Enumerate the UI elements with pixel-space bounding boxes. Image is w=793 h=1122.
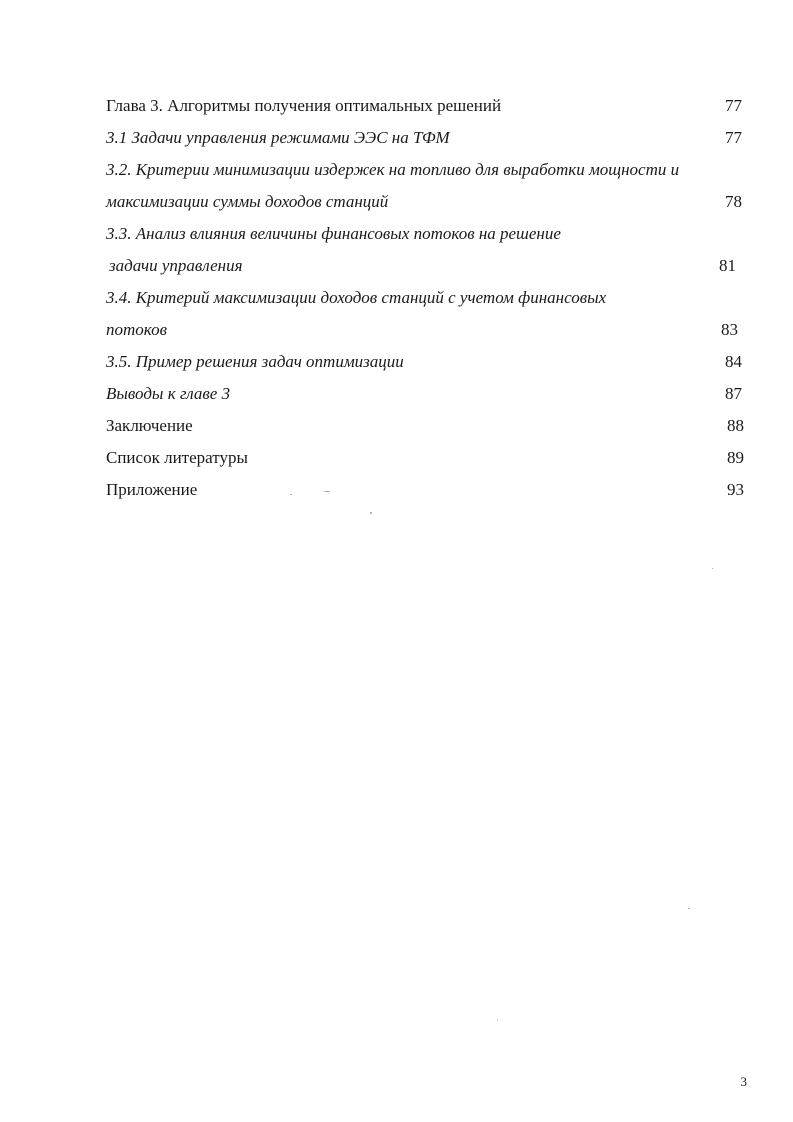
toc-entry-title: максимизации суммы доходов станций bbox=[106, 192, 389, 211]
toc-entry-page: 81 bbox=[719, 256, 736, 275]
toc-entry-page: 77 bbox=[725, 128, 742, 147]
toc-entry-chapter-3 bbox=[106, 90, 746, 122]
toc-entry-title: 3.5. Пример решения задач оптимизации bbox=[106, 352, 404, 371]
toc-entry-page: 88 bbox=[727, 416, 744, 435]
page-number: 3 bbox=[740, 1074, 747, 1089]
toc-entry-3-4-line-2 bbox=[106, 314, 746, 346]
scan-speck bbox=[497, 1020, 498, 1021]
scan-speck bbox=[324, 491, 330, 492]
toc-entry-title: Заключение bbox=[106, 416, 193, 435]
toc-entry-title: потоков bbox=[106, 320, 167, 339]
toc-entry-title: 3.2. Критерии минимизации издержек на топливо для выработки мощности и bbox=[106, 160, 680, 179]
toc-entry-title: Приложение bbox=[106, 480, 198, 499]
toc-entry-page: 77 bbox=[725, 96, 742, 115]
toc-entry-references bbox=[106, 442, 746, 474]
toc-entry-page: 89 bbox=[727, 448, 744, 467]
toc-entry-3-3-line-2 bbox=[106, 250, 746, 282]
toc-entry-conclusions-3 bbox=[106, 378, 746, 410]
toc-entry-page: 83 bbox=[721, 320, 738, 339]
toc-entry-conclusion bbox=[106, 410, 746, 442]
toc-entry-title: 3.4. Критерий максимизации доходов станций с учетом финансовых bbox=[106, 288, 607, 307]
scan-speck bbox=[688, 908, 690, 909]
toc-entry-page: 78 bbox=[725, 192, 742, 211]
toc-entry-title: Выводы к главе 3 bbox=[106, 384, 231, 403]
toc-entry-3-5 bbox=[106, 346, 746, 378]
toc-entry-3-3-line-1 bbox=[106, 218, 746, 250]
toc-entry-3-1 bbox=[106, 122, 746, 154]
toc-entry-title: задачи управления bbox=[109, 256, 243, 275]
toc-entry-3-2-line-1 bbox=[106, 154, 746, 186]
toc-entry-page: 93 bbox=[727, 480, 744, 499]
scan-speck bbox=[712, 568, 713, 569]
toc-entry-title: 3.1 Задачи управления режимами ЭЭС на ТФМ bbox=[106, 128, 450, 147]
table-of-contents bbox=[106, 90, 746, 506]
toc-entry-3-2-line-2 bbox=[106, 186, 746, 218]
toc-entry-page: 87 bbox=[725, 384, 742, 403]
toc-entry-title: Глава 3. Алгоритмы получения оптимальных решений bbox=[106, 96, 502, 115]
scan-speck bbox=[370, 512, 372, 514]
toc-entry-3-4-line-1 bbox=[106, 282, 746, 314]
toc-entry-title: 3.3. Анализ влияния величины финансовых потоков на решение bbox=[106, 224, 561, 243]
toc-entry-appendix bbox=[106, 474, 746, 506]
toc-entry-page: 84 bbox=[725, 352, 742, 371]
scan-speck bbox=[290, 494, 292, 495]
toc-entry-title: Список литературы bbox=[106, 448, 248, 467]
